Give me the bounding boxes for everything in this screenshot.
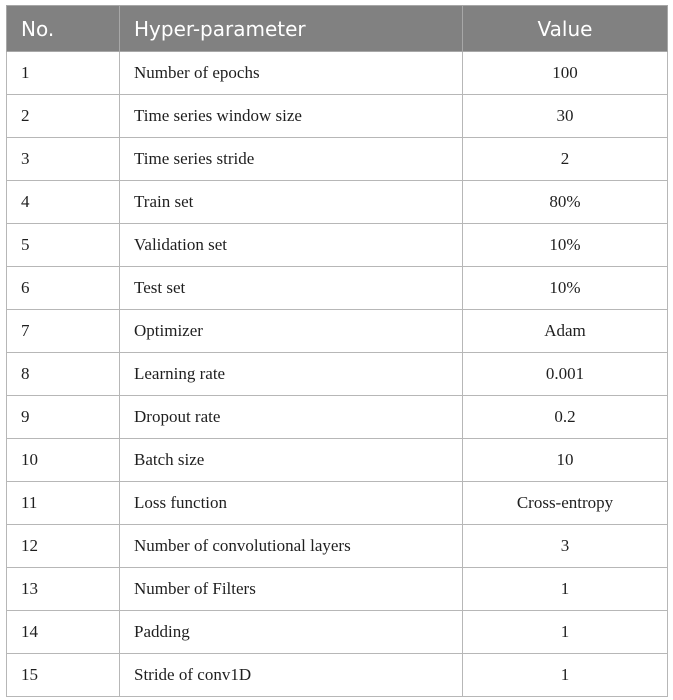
row-value: 10% (463, 267, 668, 310)
row-hyper-parameter: Train set (120, 181, 463, 224)
header-no: No. (7, 6, 120, 52)
row-number: 15 (7, 654, 120, 697)
table-row (7, 525, 668, 568)
row-value: 1 (463, 611, 668, 654)
table-row (7, 138, 668, 181)
table-header (7, 6, 668, 52)
hyperparameter-table (6, 5, 668, 697)
row-value: 2 (463, 138, 668, 181)
row-number: 11 (7, 482, 120, 525)
row-number: 8 (7, 353, 120, 396)
row-hyper-parameter: Number of Filters (120, 568, 463, 611)
row-value: Adam (463, 310, 668, 353)
row-hyper-parameter: Dropout rate (120, 396, 463, 439)
row-hyper-parameter: Learning rate (120, 353, 463, 396)
table-row (7, 396, 668, 439)
row-hyper-parameter: Number of epochs (120, 52, 463, 95)
table-row (7, 654, 668, 697)
header-hyper-parameter: Hyper-parameter (120, 6, 463, 52)
header-row (7, 6, 668, 52)
row-value: 100 (463, 52, 668, 95)
row-hyper-parameter: Test set (120, 267, 463, 310)
table-body (7, 52, 668, 697)
row-number: 7 (7, 310, 120, 353)
row-hyper-parameter: Number of convolutional layers (120, 525, 463, 568)
row-value: 1 (463, 654, 668, 697)
row-number: 4 (7, 181, 120, 224)
row-hyper-parameter: Time series stride (120, 138, 463, 181)
table-row (7, 439, 668, 482)
row-number: 2 (7, 95, 120, 138)
row-number: 10 (7, 439, 120, 482)
table-row (7, 224, 668, 267)
row-number: 6 (7, 267, 120, 310)
row-value: Cross-entropy (463, 482, 668, 525)
header-value: Value (463, 6, 668, 52)
row-number: 3 (7, 138, 120, 181)
row-value: 80% (463, 181, 668, 224)
table-row (7, 353, 668, 396)
row-hyper-parameter: Batch size (120, 439, 463, 482)
row-value: 1 (463, 568, 668, 611)
row-hyper-parameter: Optimizer (120, 310, 463, 353)
table-row (7, 310, 668, 353)
table-row (7, 568, 668, 611)
table-row (7, 95, 668, 138)
table-row (7, 482, 668, 525)
row-number: 14 (7, 611, 120, 654)
row-number: 12 (7, 525, 120, 568)
row-hyper-parameter: Padding (120, 611, 463, 654)
row-value: 10 (463, 439, 668, 482)
row-value: 3 (463, 525, 668, 568)
row-value: 30 (463, 95, 668, 138)
table-row (7, 52, 668, 95)
table-row (7, 181, 668, 224)
row-hyper-parameter: Validation set (120, 224, 463, 267)
row-hyper-parameter: Stride of conv1D (120, 654, 463, 697)
table-row (7, 267, 668, 310)
table-row (7, 611, 668, 654)
row-value: 10% (463, 224, 668, 267)
row-number: 9 (7, 396, 120, 439)
row-number: 13 (7, 568, 120, 611)
row-value: 0.2 (463, 396, 668, 439)
row-value: 0.001 (463, 353, 668, 396)
row-hyper-parameter: Loss function (120, 482, 463, 525)
row-hyper-parameter: Time series window size (120, 95, 463, 138)
row-number: 5 (7, 224, 120, 267)
row-number: 1 (7, 52, 120, 95)
